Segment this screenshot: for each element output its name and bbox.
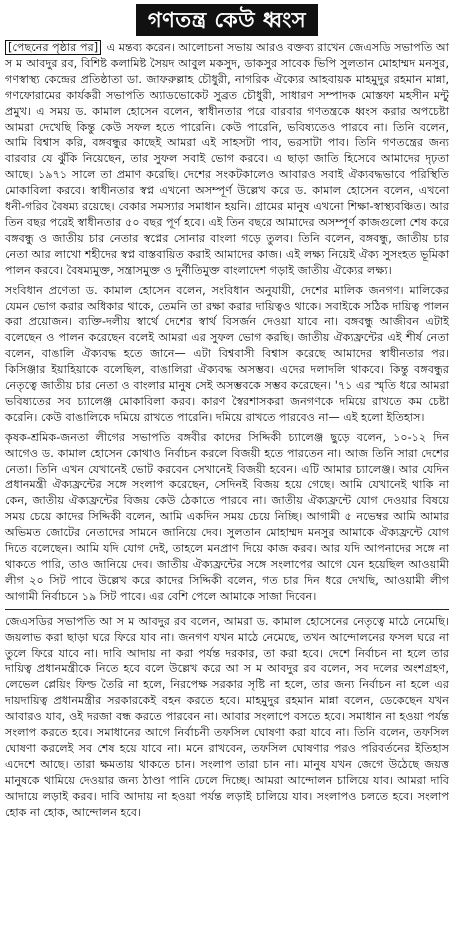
paragraph-text: সংবিধান প্রণেতা ড. কামাল হোসেন বলেন, সংবিধান অনুযায়ী, দেশের মালিক জনগণ। মালিকের যেমন ভোগ করার অধিকার থাকে, তেমনি তা রক্ষা করার দায়িত্বও থাকে। সবাইকে সঠিক দায়িত্ব পালন করা প্রয়োজন। ব্যক্তি-দলীয় স্বার্থে দেশের স্বার্থ বিসর্জন দেওয়া যাবে না। বঙ্গবন্ধু আজীবন এটাই বলেছেন ও পালন করেছেন বলেই আমরা এর সুফল ভোগ করছি। জাতীয় ঐক্যফ্রন্টের এই শীর্ষ নেতা বলেন, বাঙালি ঐক্যবদ্ধ হতে জানে— এটা বিশ্ববাসী বিশ্বাস করেছে আমাদের স্বাধীনতার পর। কিসিঞ্জার ইয়াহিয়াকে বলেছিল, বাঙালিরা ঐক্যবদ্ধ অসম্ভব। এদের দলাদলি থাকবে। কিন্তু বঙ্গবন্ধুর নেতৃত্বে জাতীয় চার নেতা ও বাংলার মানুষ সেই অসম্ভবকে সম্ভব করেছেন। '৭১ এর স্মৃতি ধরে আমরা ভবিষ্যতের সব চ্যালেঞ্জ মোকাবিলা করব। কারণ স্বৈরশাসকরা জনগণকে দমিয়ে রাখতে কম চেষ্টা করেনি। কেউ বাঙালিকে দমিয়ে রাখতে পারেনি। দমিয়ে রাখতে পারবেও না— এই হলো ইতিহাস। — [5, 283, 449, 424]
headline-bar — [5, 0, 449, 40]
article-paragraph — [5, 430, 449, 605]
paragraph-text: কৃষক-শ্রমিক-জনতা লীগের সভাপতি বঙ্গবীর কাদের সিদ্দিকী চ্যালেঞ্জ ছুড়ে বলেন, ১০-১২ দিন আগেও ড. কামাল হোসেন কোথাও নির্বাচন করলে বিজয়ী হতে পারতেন না। আজ তিনি সারা দেশের নেতা। তিনি এখন যেখানেই ভোট করবেন সেখানেই বিজয়ী হবেন। এটি আমার চ্যালেঞ্জ। আর যেদিন প্রধানমন্ত্রী ঐক্যফ্রন্টের সঙ্গে সংলাপ করেছেন, সেদিনই বিজয় হয়ে গেছে। আমি যেখানেই থাকি না কেন, জাতীয় ঐক্যফ্রন্টের বিজয় কেউ ঠেকাতে পারবে না। জাতীয় ঐক্যফ্রন্টে যোগ দেওয়ার বিষয়ে সময় চেয়ে কাদের সিদ্দিকী বলেন, আমি একদিন সময় চেয়ে নিচ্ছি। আগামী ৫ নভেম্বর আমি আমার অভিমত জোটের নেতাদের সামনে জানিয়ে দেব। সুলতান মোহাম্মদ মনসুর আমাকে ঐক্যফ্রন্টে যোগ দিতে বলেছেন। আমি যদি যোগ দেই, তাহলে মনপ্রাণ দিয়ে কাজ করব। আর যদি আপনাদের সঙ্গে না থাকতে পারি, তাও জানিয়ে দেব। জাতীয় ঐক্যফ্রন্টের সঙ্গে সংলাপের আগে যেন হয়েছিল আওয়ামী লীগ ২০ সিট পাবে উল্লেখ করে কাদের সিদ্দিকী বলেন, গত চার দিন ধরে দেখছি, আওয়ামী লীগ আগামী নির্বাচনে ১৯ সিট পাবে। এর বেশি পেলে আমাকে সাজা দিবেন। — [5, 430, 449, 603]
headline: গণতন্ত্র কেউ ধ্বংস — [136, 4, 318, 36]
section-divider — [5, 609, 449, 610]
jump-label: [পেছনের পৃষ্ঠার পর] — [5, 40, 101, 55]
paragraph-text: এ মন্তব্য করেন। আলোচনা সভায় আরও বক্তব্য রাখেন জেএসডি সভাপতি আ স ম আবদুর রব, বিশিষ্ট কলামিষ্ট সৈয়দ আবুল মকসুদ, ডাকসুর সাবেক ভিপি সুলতান মোহাম্মদ মনসুর, গণস্বাস্থ্য কেন্দ্রের প্রতিষ্ঠাতা ডা. জাফরুল্লাহ চৌধুরী, নাগরিক ঐক্যের আহবায়ক মাহমুদুর রহমান মান্না, গণফোরামের কার্যকরী সভাপতি অ্যাডভোকেট সুব্রত চৌধুরী, সাধারণ সম্পাদক মোস্তফা মহসীন মন্টু প্রমুখ। এ সময় ড. কামাল হোসেন বলেন, স্বাধীনতার পরে বারবার গণতন্ত্রকে ধ্বংস করার অপচেষ্টা আমরা দেখেছি কিন্তু কেউ সফল হতে পারেনি। কেউ পারেনি, ভবিষ্যতেও পারবে না। তিনি বলেন, আমি বিশ্বাস করি, বঙ্গবন্ধুর কাছেই আমরা এই সাহসটা পাব, ভরসাটা পাব। তিনি গণতন্ত্রের জন্য বারবার যে ঝুঁকি নিয়েছেন, তার সুফল সবাই ভোগ করবে। এ ছাড়া জাতি হিসেবে আমাদের দৃঢ়তা আছে। ১৯৭১ সালে তা প্রমাণ করেছি। দেশের সংকটকালেও আবারও সবাই ঐক্যবদ্ধভাবে পরিস্থিতি মোকাবিলা করবে। স্বাধীনতার স্বপ্ন এখনো অসম্পূর্ণ উল্লেখ করে ড. কামাল হোসেন বলেন, এখনো ধনী-গরিব বৈষম্য রয়েছে। বেকার সমস্যার সমাধান হয়নি। গ্রামের মানুষ এখনো শিক্ষা-স্বাস্থ্যবঞ্চিত। আর তিন বছর পরেই স্বাধীনতার ৫০ বছর পূর্ণ হবে। এই তিন বছরে আমাদের অসম্পূর্ণ কাজগুলো শেষ করে বঙ্গবন্ধু ও জাতীয় চার নেতার স্বপ্নের সোনার বাংলা গড়ে তুলব। তিনি বলেন, বঙ্গবন্ধু, জাতীয় চার নেতা আর লাখো শহীদের স্বপ্ন বাস্তবায়িত করাই আমাদের কাজ। এই লক্ষ্য নিয়েই ঐক্য সুসংহত ভূমিকা পালন করবে। বৈষম্যমুক্ত, সন্ত্রাসমুক্ত ও দুর্নীতিমুক্ত বাংলাদেশ গড়াই জাতীয় ঐক্যের লক্ষ্য। — [5, 41, 449, 277]
article-paragraph — [5, 283, 449, 426]
article-paragraph — [5, 614, 449, 821]
article-body — [5, 40, 449, 821]
article-paragraph — [5, 40, 449, 279]
paragraph-text: জেএসডির সভাপতি আ স ম আবদুর রব বলেন, আমরা ড. কামাল হোসেনের নেতৃত্বে মাঠে নেমেছি। জয়লাভ করা ছাড়া ঘরে ফিরে যাব না। জনগণ যখন মাঠে নেমেছে, তখন আন্দোলনের ফসল ঘরে না তুলে ফিরে যাবে না। দাবি আদায় না করা পর্যন্ত দরকার, তা করা হবে। দেশে নির্বাচন না হলে তার দায়িত্ব প্রধানমন্ত্রীকে নিতে হবে বলে উল্লেখ করে আ স ম আবদুর রব বলেন, সব দলের অংশগ্রহণ, লেভেল প্লেয়িং ফিল্ড তৈরি না হলে, নিরপেক্ষ সরকার সৃষ্টি না হলে, তার জন্য নির্বাচন না হলে এর দায়দায়িত্ব প্রধানমন্ত্রীর সরকারকেই বহন করতে হবে। মাহমুদুর রহমান মান্না বলেন, ডেকেছেন যখন আবারও যাব, ওই দরজা বন্ধ করতে পারবেন না। আবার সংলাপে বসতে হবে। সমাধান না হওয়া পর্যন্ত সংলাপ করতে হবে। সমাধানের আগে নির্বাচনী তফসিল ঘোষণা করা যাবে না। তিনি বলেন, তফসিল ঘোষণা করলেই সব শেষ হয়ে যাবে না। মনে রাখবেন, তফসিল ঘোষণার পরও পরিবর্তনের ইতিহাস এদেশে আছে। তারা ক্ষমতায় থাকতে চান। সংলাপ তারা চান না। মানুষ যখন জেগে উঠেছে জয়ত্ত মানুষকে থামিয়ে দেওয়ার জন্য ঠাণ্ডা পানি ঢেলে দিচ্ছে। আমরা আন্দোলন চালিয়ে যাব। আমরা দাবি আদায়ে লড়াই করব। দাবি আদায় না হওয়া পর্যন্ত লড়াই চালিয়ে যাব। সংলাপও চলতে হবে। সংলাপ হোক না হোক, আন্দোলন হবে। — [5, 614, 449, 819]
